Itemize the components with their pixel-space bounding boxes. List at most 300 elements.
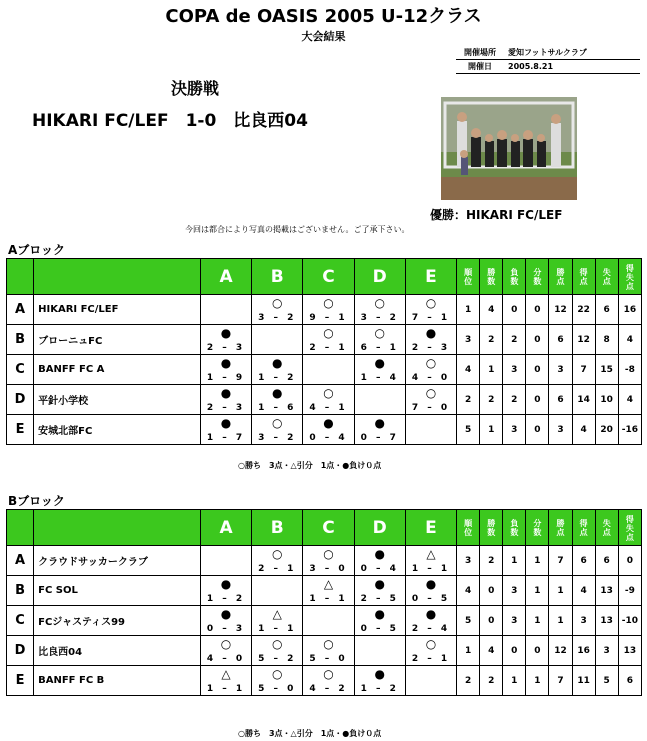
header-blank bbox=[34, 259, 201, 295]
stat-value: 13 bbox=[595, 606, 618, 636]
column-header: B bbox=[252, 510, 303, 546]
match-score: 3 – 2 bbox=[258, 313, 297, 323]
self-match-cell bbox=[252, 325, 303, 355]
stat-value: 3 bbox=[457, 325, 480, 355]
match-score: 7 – 0 bbox=[411, 403, 451, 413]
block-a-legend: ○勝ち 3点・△引分 1点・●負け０点 bbox=[238, 461, 382, 470]
self-match-cell bbox=[303, 606, 354, 636]
table-row bbox=[7, 325, 642, 355]
stat-value: 22 bbox=[572, 295, 595, 325]
match-score: 4 – 2 bbox=[309, 684, 348, 694]
result-icon: △ bbox=[323, 577, 334, 591]
stat-header bbox=[480, 259, 503, 295]
stat-header-label: 失点 bbox=[602, 519, 611, 537]
stat-value: 3 bbox=[503, 606, 526, 636]
stat-header bbox=[503, 510, 526, 546]
result-icon: ● bbox=[220, 607, 232, 621]
stat-value: 1 bbox=[480, 415, 503, 445]
match-cell bbox=[405, 576, 456, 606]
block-a-table bbox=[6, 258, 642, 445]
stat-value: -9 bbox=[618, 576, 641, 606]
column-header: D bbox=[354, 510, 405, 546]
venue-value: 愛知フットサルクラブ bbox=[508, 48, 587, 57]
stat-value: 1 bbox=[526, 666, 549, 696]
self-match-cell bbox=[354, 636, 405, 666]
stat-value: 5 bbox=[595, 666, 618, 696]
team-name: BANFF FC B bbox=[34, 666, 201, 696]
match-score: 2 – 1 bbox=[411, 654, 451, 664]
match-score: 1 – 1 bbox=[206, 684, 246, 694]
date-value: 2005.8.21 bbox=[508, 62, 554, 71]
stat-value: 4 bbox=[457, 576, 480, 606]
stat-value: 4 bbox=[457, 355, 480, 385]
stat-value: 3 bbox=[503, 355, 526, 385]
match-cell bbox=[405, 606, 456, 636]
match-cell bbox=[354, 666, 405, 696]
stat-header-label: 負数 bbox=[510, 519, 519, 537]
stat-value: 6 bbox=[549, 385, 572, 415]
stat-header bbox=[572, 259, 595, 295]
row-letter: A bbox=[7, 295, 34, 325]
match-score: 2 – 3 bbox=[411, 343, 451, 353]
result-icon: ● bbox=[374, 607, 385, 621]
result-icon: ● bbox=[425, 607, 437, 621]
stat-value: 10 bbox=[595, 385, 618, 415]
stat-value: 15 bbox=[595, 355, 618, 385]
self-match-cell bbox=[405, 415, 456, 445]
stat-header-label: 得失点 bbox=[625, 514, 634, 542]
stat-value: 0 bbox=[480, 606, 503, 636]
match-score: 1 – 1 bbox=[411, 564, 451, 574]
stat-header-label: 分数 bbox=[533, 519, 542, 537]
row-letter: B bbox=[7, 325, 34, 355]
result-icon: ● bbox=[425, 326, 437, 340]
stat-value: 7 bbox=[549, 546, 572, 576]
stat-header-label: 勝数 bbox=[487, 268, 496, 286]
result-icon: ● bbox=[374, 416, 385, 430]
result-icon: ● bbox=[425, 577, 437, 591]
column-header: D bbox=[354, 259, 405, 295]
result-icon: ○ bbox=[425, 296, 437, 310]
stat-value: 3 bbox=[549, 355, 572, 385]
match-cell bbox=[354, 355, 405, 385]
team-name: 安城北部FC bbox=[34, 415, 201, 445]
self-match-cell bbox=[354, 385, 405, 415]
stat-value: -16 bbox=[618, 415, 641, 445]
match-score: 0 – 3 bbox=[206, 624, 246, 634]
match-cell bbox=[252, 636, 303, 666]
match-score: 2 – 1 bbox=[309, 343, 348, 353]
venue-key: 開催場所 bbox=[464, 48, 496, 57]
stat-value: 4 bbox=[480, 636, 503, 666]
stat-value: 12 bbox=[572, 325, 595, 355]
match-score: 0 – 4 bbox=[309, 433, 348, 443]
match-score: 5 – 0 bbox=[309, 654, 348, 664]
match-cell bbox=[200, 636, 251, 666]
stat-header-label: 負数 bbox=[510, 268, 519, 286]
table-row bbox=[7, 666, 642, 696]
stat-value: 12 bbox=[549, 295, 572, 325]
stat-value: 0 bbox=[480, 576, 503, 606]
stat-value: 6 bbox=[595, 546, 618, 576]
stat-header bbox=[526, 259, 549, 295]
stat-header-label: 順位 bbox=[464, 268, 473, 286]
row-letter: C bbox=[7, 606, 34, 636]
stat-value: 1 bbox=[526, 546, 549, 576]
match-cell bbox=[252, 385, 303, 415]
stat-value: 6 bbox=[618, 666, 641, 696]
result-icon: ○ bbox=[272, 296, 283, 310]
row-letter: D bbox=[7, 636, 34, 666]
stat-header bbox=[503, 259, 526, 295]
venue-info bbox=[456, 47, 640, 60]
match-cell bbox=[354, 295, 405, 325]
self-match-cell bbox=[303, 355, 354, 385]
result-icon: △ bbox=[426, 547, 436, 561]
match-score: 2 – 1 bbox=[258, 564, 297, 574]
row-letter: E bbox=[7, 415, 34, 445]
match-score: 2 – 5 bbox=[360, 594, 399, 604]
result-icon: △ bbox=[221, 667, 231, 681]
match-cell bbox=[354, 546, 405, 576]
match-cell bbox=[405, 546, 456, 576]
result-icon: ● bbox=[323, 416, 334, 430]
result-icon: ○ bbox=[374, 296, 385, 310]
stat-header bbox=[618, 510, 641, 546]
stat-value: 1 bbox=[503, 546, 526, 576]
column-header: E bbox=[405, 259, 456, 295]
stat-value: 16 bbox=[618, 295, 641, 325]
stat-value: 0 bbox=[526, 295, 549, 325]
table-row bbox=[7, 385, 642, 415]
result-icon: ○ bbox=[323, 386, 334, 400]
result-icon: ○ bbox=[220, 637, 232, 651]
result-icon: ○ bbox=[272, 416, 283, 430]
stat-value: 3 bbox=[457, 546, 480, 576]
match-cell bbox=[354, 325, 405, 355]
stat-header bbox=[572, 510, 595, 546]
stat-value: -10 bbox=[618, 606, 641, 636]
self-match-cell bbox=[200, 295, 251, 325]
result-icon: ● bbox=[374, 547, 385, 561]
column-header: A bbox=[200, 510, 251, 546]
row-letter: D bbox=[7, 385, 34, 415]
stat-value: 1 bbox=[457, 295, 480, 325]
match-cell bbox=[303, 295, 354, 325]
result-icon: ● bbox=[374, 356, 385, 370]
match-cell bbox=[200, 385, 251, 415]
match-cell bbox=[303, 546, 354, 576]
stat-value: 2 bbox=[480, 385, 503, 415]
column-header: C bbox=[303, 259, 354, 295]
result-icon: ● bbox=[374, 577, 385, 591]
stat-header bbox=[526, 510, 549, 546]
match-cell bbox=[303, 325, 354, 355]
match-cell bbox=[303, 385, 354, 415]
stat-header bbox=[618, 259, 641, 295]
match-score: 1 – 6 bbox=[258, 403, 297, 413]
match-cell bbox=[252, 666, 303, 696]
table-header-row bbox=[7, 259, 642, 295]
row-letter: C bbox=[7, 355, 34, 385]
match-cell bbox=[405, 325, 456, 355]
match-score: 1 – 1 bbox=[309, 594, 348, 604]
result-icon: ○ bbox=[272, 547, 283, 561]
stat-value: 8 bbox=[595, 325, 618, 355]
stat-value: 7 bbox=[572, 355, 595, 385]
stat-value: 1 bbox=[480, 355, 503, 385]
result-icon: ○ bbox=[425, 637, 437, 651]
column-header: B bbox=[252, 259, 303, 295]
header-blank bbox=[34, 510, 201, 546]
match-cell bbox=[252, 355, 303, 385]
header-blank bbox=[7, 259, 34, 295]
stat-value: -8 bbox=[618, 355, 641, 385]
table-row bbox=[7, 606, 642, 636]
row-letter: E bbox=[7, 666, 34, 696]
match-score: 1 – 2 bbox=[206, 594, 246, 604]
match-score: 1 – 1 bbox=[258, 624, 297, 634]
stat-header-label: 順位 bbox=[464, 519, 473, 537]
match-score: 0 – 7 bbox=[360, 433, 399, 443]
stat-value: 7 bbox=[549, 666, 572, 696]
result-icon: ○ bbox=[323, 637, 334, 651]
stat-value: 2 bbox=[503, 385, 526, 415]
stat-value: 3 bbox=[595, 636, 618, 666]
result-icon: ● bbox=[374, 667, 385, 681]
match-score: 0 – 5 bbox=[360, 624, 399, 634]
result-icon: ● bbox=[272, 386, 283, 400]
column-header: A bbox=[200, 259, 251, 295]
row-letter: A bbox=[7, 546, 34, 576]
match-cell bbox=[200, 415, 251, 445]
stat-value: 1 bbox=[549, 606, 572, 636]
stat-header bbox=[549, 510, 572, 546]
team-name: 比良西04 bbox=[34, 636, 201, 666]
stat-value: 3 bbox=[572, 606, 595, 636]
match-cell bbox=[354, 576, 405, 606]
match-cell bbox=[354, 606, 405, 636]
team-name: クラウドサッカークラブ bbox=[34, 546, 201, 576]
column-header: C bbox=[303, 510, 354, 546]
result-icon: ○ bbox=[323, 296, 334, 310]
match-score: 5 – 0 bbox=[258, 684, 297, 694]
stat-value: 11 bbox=[572, 666, 595, 696]
result-icon: ● bbox=[272, 356, 283, 370]
winner-label: 優勝：HIKARI FC/LEF bbox=[430, 208, 563, 222]
stat-header bbox=[480, 510, 503, 546]
match-score: 3 – 0 bbox=[309, 564, 348, 574]
match-cell bbox=[200, 355, 251, 385]
block-a-title: Aブロック bbox=[8, 243, 66, 257]
stat-header-label: 失点 bbox=[602, 268, 611, 286]
stat-value: 5 bbox=[457, 606, 480, 636]
stat-value: 0 bbox=[526, 415, 549, 445]
stat-value: 13 bbox=[618, 636, 641, 666]
match-cell bbox=[200, 576, 251, 606]
stat-value: 0 bbox=[503, 636, 526, 666]
match-score: 4 – 1 bbox=[309, 403, 348, 413]
stat-value: 6 bbox=[549, 325, 572, 355]
stat-value: 0 bbox=[526, 325, 549, 355]
stat-value: 2 bbox=[480, 546, 503, 576]
result-icon: ○ bbox=[272, 667, 283, 681]
match-cell bbox=[405, 385, 456, 415]
final-label: 決勝戦 bbox=[170, 79, 219, 98]
result-icon: ○ bbox=[425, 356, 437, 370]
match-score: 9 – 1 bbox=[309, 313, 348, 323]
match-score: 4 – 0 bbox=[411, 373, 451, 383]
stat-value: 6 bbox=[572, 546, 595, 576]
stat-header-label: 分数 bbox=[533, 268, 542, 286]
match-score: 0 – 4 bbox=[360, 564, 399, 574]
stat-value: 6 bbox=[595, 295, 618, 325]
stat-value: 3 bbox=[503, 415, 526, 445]
result-icon: ○ bbox=[323, 326, 334, 340]
stat-value: 2 bbox=[480, 666, 503, 696]
result-icon: ○ bbox=[272, 637, 283, 651]
stat-header bbox=[595, 510, 618, 546]
column-header: E bbox=[405, 510, 456, 546]
result-icon: ○ bbox=[425, 386, 437, 400]
table-row bbox=[7, 576, 642, 606]
table-row bbox=[7, 295, 642, 325]
stat-value: 1 bbox=[457, 636, 480, 666]
stat-header-label: 勝点 bbox=[556, 519, 565, 537]
block-b-legend: ○勝ち 3点・△引分 1点・●負け０点 bbox=[238, 729, 382, 738]
match-cell bbox=[303, 415, 354, 445]
block-b-table bbox=[6, 509, 642, 696]
result-icon: ○ bbox=[323, 667, 334, 681]
match-score: 5 – 2 bbox=[258, 654, 297, 664]
stat-value: 13 bbox=[595, 576, 618, 606]
photo-notice: 今回は都合により写真の掲載はございません。ご了承下さい。 bbox=[185, 225, 410, 234]
result-icon: ● bbox=[220, 577, 232, 591]
match-score: 3 – 2 bbox=[360, 313, 399, 323]
date-key: 開催日 bbox=[468, 62, 492, 71]
self-match-cell bbox=[252, 576, 303, 606]
stat-header bbox=[457, 510, 480, 546]
result-icon: ● bbox=[220, 326, 232, 340]
stat-value: 4 bbox=[572, 576, 595, 606]
match-cell bbox=[405, 295, 456, 325]
match-cell bbox=[354, 415, 405, 445]
match-cell bbox=[303, 636, 354, 666]
match-score: 2 – 3 bbox=[206, 403, 246, 413]
team-name: 平針小学校 bbox=[34, 385, 201, 415]
table-row bbox=[7, 355, 642, 385]
result-icon: ● bbox=[220, 386, 232, 400]
team-name: BANFF FC A bbox=[34, 355, 201, 385]
stat-header-label: 得点 bbox=[579, 519, 588, 537]
stat-value: 20 bbox=[595, 415, 618, 445]
row-letter: B bbox=[7, 576, 34, 606]
stat-value: 3 bbox=[549, 415, 572, 445]
team-photo bbox=[441, 97, 577, 200]
stat-value: 4 bbox=[572, 415, 595, 445]
match-cell bbox=[252, 415, 303, 445]
match-score: 0 – 5 bbox=[411, 594, 451, 604]
match-cell bbox=[303, 666, 354, 696]
stat-value: 0 bbox=[526, 355, 549, 385]
table-row bbox=[7, 636, 642, 666]
match-score: 7 – 1 bbox=[411, 313, 451, 323]
team-name: FCジャスティス99 bbox=[34, 606, 201, 636]
match-cell bbox=[252, 546, 303, 576]
table-header-row bbox=[7, 510, 642, 546]
stat-value: 0 bbox=[526, 636, 549, 666]
match-score: 4 – 0 bbox=[206, 654, 246, 664]
match-score: 1 – 9 bbox=[206, 373, 246, 383]
stat-value: 4 bbox=[618, 385, 641, 415]
match-cell bbox=[405, 355, 456, 385]
team-name: FC SOL bbox=[34, 576, 201, 606]
stat-value: 0 bbox=[503, 295, 526, 325]
match-score: 2 – 4 bbox=[411, 624, 451, 634]
stat-header bbox=[595, 259, 618, 295]
stat-value: 16 bbox=[572, 636, 595, 666]
stat-header-label: 勝数 bbox=[487, 519, 496, 537]
page-subtitle: 大会結果 bbox=[301, 30, 346, 43]
stat-value: 3 bbox=[503, 576, 526, 606]
match-score: 2 – 3 bbox=[206, 343, 246, 353]
stat-value: 1 bbox=[549, 576, 572, 606]
stat-header-label: 勝点 bbox=[556, 268, 565, 286]
table-row bbox=[7, 546, 642, 576]
match-cell bbox=[252, 295, 303, 325]
stat-value: 2 bbox=[457, 385, 480, 415]
table-row bbox=[7, 415, 642, 445]
stat-header bbox=[549, 259, 572, 295]
team-name: HIKARI FC/LEF bbox=[34, 295, 201, 325]
page-title: COPA de OASIS 2005 U-12クラス bbox=[165, 6, 482, 27]
match-cell bbox=[303, 576, 354, 606]
result-icon: ● bbox=[220, 356, 232, 370]
final-score: HIKARI FC/LEF 1-0 比良西04 bbox=[32, 111, 308, 131]
match-score: 1 – 2 bbox=[360, 684, 399, 694]
result-icon: ○ bbox=[323, 547, 334, 561]
stat-value: 4 bbox=[618, 325, 641, 355]
stat-value: 2 bbox=[457, 666, 480, 696]
stat-value: 1 bbox=[526, 606, 549, 636]
stat-value: 14 bbox=[572, 385, 595, 415]
result-icon: △ bbox=[272, 607, 282, 621]
stat-value: 1 bbox=[503, 666, 526, 696]
team-name: ブローニュFC bbox=[34, 325, 201, 355]
match-score: 1 – 7 bbox=[206, 433, 246, 443]
match-cell bbox=[252, 606, 303, 636]
block-b-title: Bブロック bbox=[8, 494, 65, 508]
date-info bbox=[456, 61, 640, 74]
match-cell bbox=[405, 636, 456, 666]
stat-header bbox=[457, 259, 480, 295]
stat-header-label: 得点 bbox=[579, 268, 588, 286]
result-icon: ○ bbox=[374, 326, 385, 340]
match-score: 3 – 2 bbox=[258, 433, 297, 443]
match-score: 1 – 4 bbox=[360, 373, 399, 383]
stat-value: 2 bbox=[503, 325, 526, 355]
stat-value: 1 bbox=[526, 576, 549, 606]
match-cell bbox=[200, 666, 251, 696]
stat-value: 0 bbox=[618, 546, 641, 576]
self-match-cell bbox=[405, 666, 456, 696]
match-cell bbox=[200, 325, 251, 355]
header-blank bbox=[7, 510, 34, 546]
stat-value: 4 bbox=[480, 295, 503, 325]
match-score: 6 – 1 bbox=[360, 343, 399, 353]
result-icon: ● bbox=[220, 416, 232, 430]
match-score: 1 – 2 bbox=[258, 373, 297, 383]
